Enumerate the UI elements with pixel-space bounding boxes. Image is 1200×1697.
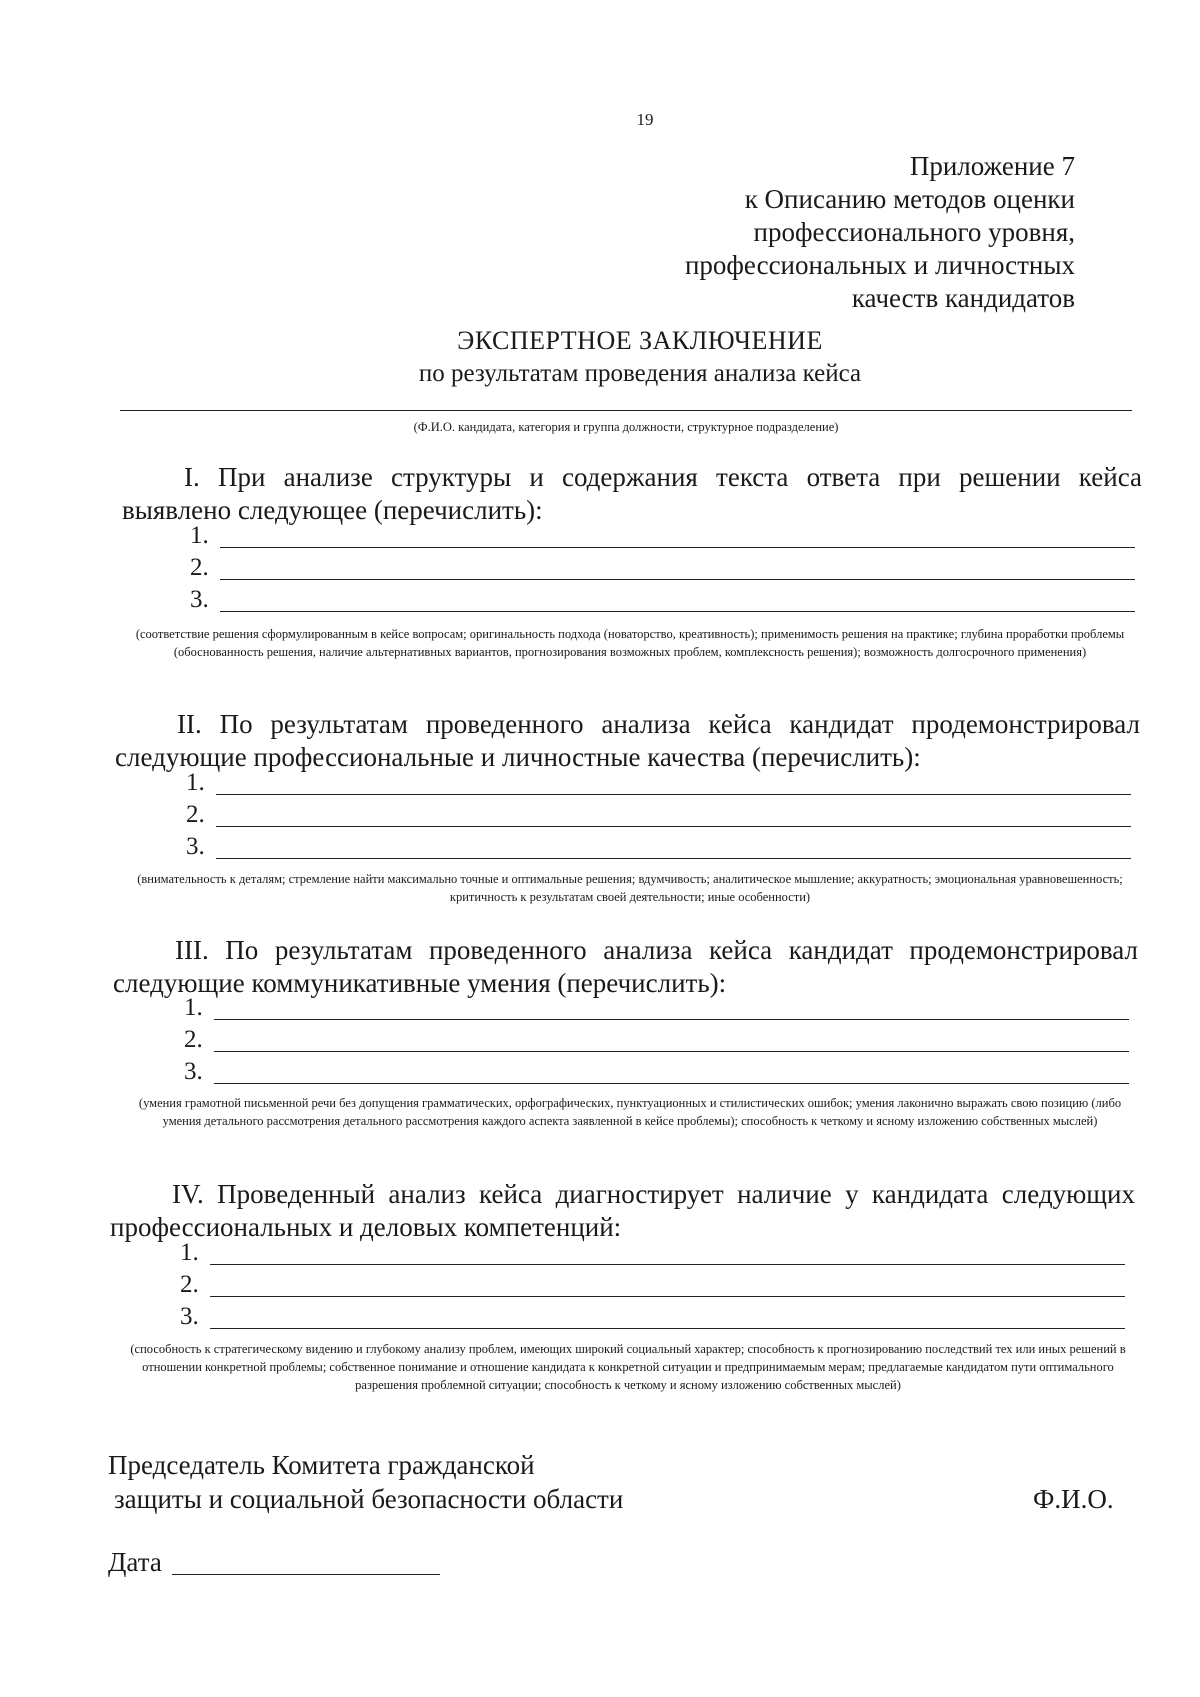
answer-line[interactable]	[220, 579, 1135, 580]
answer-line[interactable]	[210, 1328, 1125, 1329]
item-number: 3.	[190, 586, 209, 613]
item-number: 2.	[190, 554, 209, 581]
section-1-hint: (соответствие решения сформулированным в кейсе вопросам; оригинальность подхода (новаторство, креативность); применимость решения на практике; глубина проработки проблемы (обоснованность решения, наличие альтернативных вариантов, прогнозирования возможных проблем, комплексность решения); возможность долгосрочного применения)	[135, 627, 1125, 659]
section-3-hint: (умения грамотной письменной речи без допущения грамматических, орфографических, пунктуационных и стилистических ошибок; умения лаконично выражать свою позицию (либо умения детального рассмотрения детального рассмотрения каждого аспекта заявленной в кейсе проблемы); способность к четкому и ясному изложению собственных мыслей)	[138, 1096, 1122, 1128]
item-number: 1.	[186, 769, 205, 796]
date-label: Дата	[108, 1547, 162, 1577]
answer-line[interactable]	[214, 1051, 1129, 1052]
signatory-line: Председатель Комитета гражданской	[108, 1450, 535, 1480]
section-4-text: IV. Проведенный анализ кейса диагностирует наличие у кандидата следующих профессиональных и деловых компетенций:	[110, 1179, 1135, 1242]
section-2-hint: (внимательность к деталям; стремление найти максимально точные и оптимальные решения; вдумчивость; аналитическое мышление; аккуратность; эмоциональная уравновешенность; критичность к результатам своей деятельности; иные особенности)	[137, 872, 1123, 904]
answer-line[interactable]	[216, 794, 1131, 795]
answer-line[interactable]	[210, 1296, 1125, 1297]
appendix-line: к Описанию методов оценки	[744, 184, 1075, 214]
date-field-line[interactable]	[172, 1574, 440, 1575]
answer-line[interactable]	[210, 1264, 1125, 1265]
appendix-line: качеств кандидатов	[851, 283, 1075, 313]
document-subtitle: по результатам проведения анализа кейса	[418, 360, 862, 387]
page-number: 19	[636, 110, 654, 129]
signatory-fio: Ф.И.О.	[1033, 1484, 1114, 1514]
answer-line[interactable]	[216, 826, 1131, 827]
item-number: 3.	[186, 833, 205, 860]
answer-line[interactable]	[220, 611, 1135, 612]
section-1-text: I. При анализе структуры и содержания текста ответа при решении кейса выявлено следующее (перечислить):	[122, 462, 1142, 525]
appendix-line: Приложение 7	[909, 151, 1075, 181]
answer-line[interactable]	[214, 1019, 1129, 1020]
item-number: 2.	[184, 1026, 203, 1053]
item-number: 1.	[190, 522, 209, 549]
candidate-caption: (Ф.И.О. кандидата, категория и группа должности, структурное подразделение)	[413, 420, 839, 434]
signatory-position	[108, 1448, 808, 1516]
section-2-text: II. По результатам проведенного анализа кейса кандидат продемонстрировал следующие профессиональные и личностные качества (перечислить):	[115, 709, 1140, 772]
item-number: 2.	[186, 801, 205, 828]
appendix-header	[515, 150, 1075, 315]
answer-line[interactable]	[214, 1083, 1129, 1084]
item-number: 1.	[180, 1239, 199, 1266]
answer-line[interactable]	[220, 547, 1135, 548]
section-3-text: III. По результатам проведенного анализа кейса кандидат продемонстрировал следующие коммуникативные умения (перечислить):	[113, 935, 1138, 998]
document-title: ЭКСПЕРТНОЕ ЗАКЛЮЧЕНИЕ	[457, 326, 823, 355]
appendix-line: профессиональных и личностных	[684, 250, 1075, 280]
signatory-line: защиты и социальной безопасности области	[114, 1484, 624, 1514]
answer-line[interactable]	[216, 858, 1131, 859]
item-number: 1.	[184, 994, 203, 1021]
appendix-line: профессионального уровня,	[753, 217, 1075, 247]
section-4-hint: (способность к стратегическому видению и глубокому анализу проблем, имеющих широкий социальный характер; способность к прогнозированию последствий тех или иных решений в отношении конкретной проблемы; собственное понимание и отношение кандидата к конкретной ситуации и предпринимаемым мерам; предлагаемые кандидатом пути оптимального разрешения проблемной ситуации; способность к четкому и ясному изложению собственных мыслей)	[130, 1342, 1126, 1392]
item-number: 2.	[180, 1271, 199, 1298]
item-number: 3.	[180, 1303, 199, 1330]
item-number: 3.	[184, 1058, 203, 1085]
candidate-field-line[interactable]	[120, 410, 1132, 411]
